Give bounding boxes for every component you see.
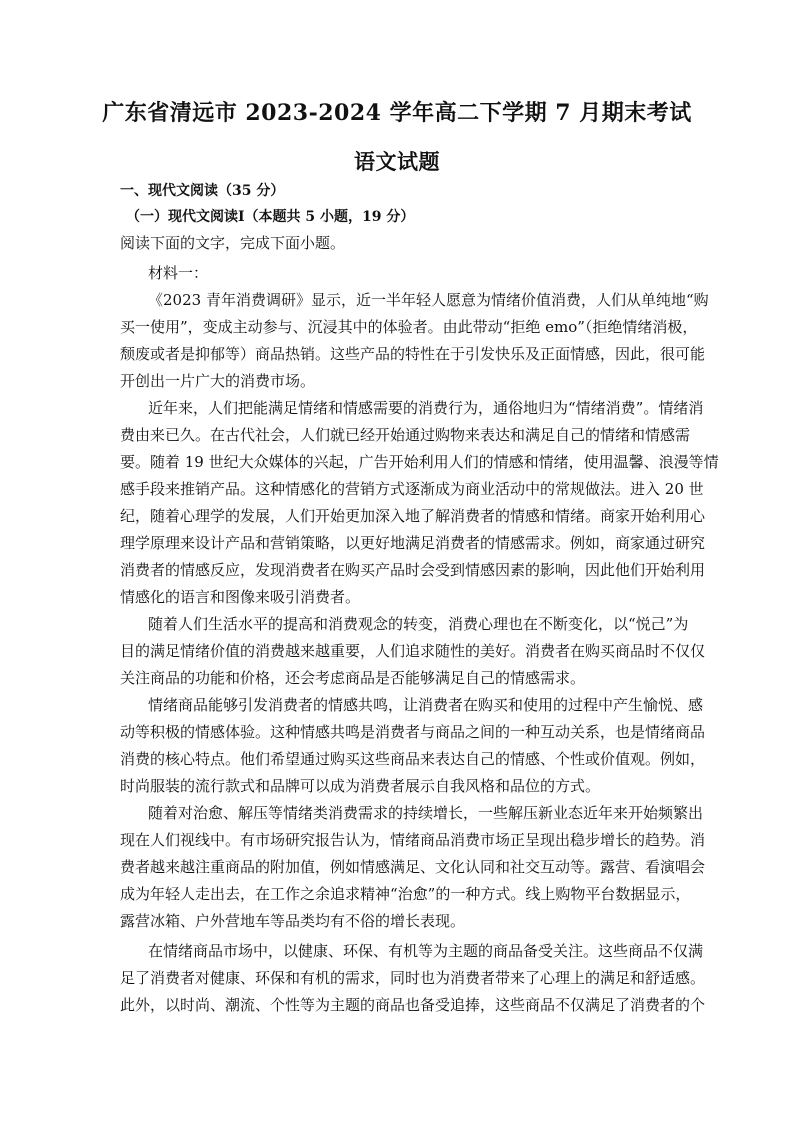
paragraph-line: 情绪商品能够引发消费者的情感共鸣，让消费者在购买和使用的过程中产生愉悦、感: [148, 696, 704, 714]
paragraph-line: 关注商品的功能和价格，还会考虑商品是否能够满足自己的情感需求。: [120, 669, 586, 687]
paragraph-line: 动等积极的情感体验。这种情感共鸣是消费者与商品之间的一种互动关系，也是情绪商品: [120, 723, 706, 741]
document-subtitle: 语文试题: [354, 149, 440, 174]
paragraph-line: 消费的核心特点。他们希望通过购买这些商品来表达自己的情感、个性或价值观。例如，: [120, 750, 706, 768]
paragraph-line: 感手段来推销产品。这种情感化的营销方式逐渐成为商业活动中的常规做法。进入 20 世: [120, 480, 704, 498]
paragraph-line: 情感化的语言和图像来吸引消费者。: [120, 588, 361, 606]
paragraph-line: 成为年轻人走出去，在工作之余追求精神“治愈”的一种方式。线上购物平台数据显示，: [120, 885, 691, 903]
paragraph-line: 费者越来越注重商品的附加值，例如情感满足、文化认同和社交互动等。露营、看演唱会: [120, 858, 706, 876]
paragraph-line: 随着对治愈、解压等情绪类消费需求的持续增长，一些解压新业态近年来开始频繁出: [148, 804, 704, 822]
paragraph-line: 露营冰箱、户外营地车等品类均有不俗的增长表现。: [120, 912, 466, 930]
paragraph-line: 开创出一片广大的消费市场。: [120, 372, 316, 390]
section-heading: 一、现代文阅读（35 分）: [120, 183, 285, 199]
paragraph-line: 此外，以时尚、潮流、个性等为主题的商品也备受追捧，这些商品不仅满足了消费者的个: [120, 996, 706, 1014]
paragraph-line: 买一使用”，变成主动参与、沉浸其中的体验者。由此带动“拒绝 emo”（拒绝情绪消极，: [120, 318, 698, 336]
paragraph-line: 现在人们视线中。有市场研究报告认为，情绪商品消费市场正呈现出稳步增长的趋势。消: [120, 831, 706, 849]
paragraph-line: 纪，随着心理学的发展，人们开始更加深入地了解消费者的情感和情绪。商家开始利用心: [120, 507, 706, 525]
paragraph-line: 理学原理来设计产品和营销策略，以更好地满足消费者的情感需求。例如，商家通过研究: [120, 534, 706, 552]
document-title: 广东省清远市 2023-2024 学年高二下学期 7 月期末考试: [102, 100, 692, 126]
paragraph-line: 费由来已久。在古代社会，人们就已经开始通过购物来表达和满足自己的情绪和情感需: [120, 426, 691, 444]
paragraph-line: 在情绪商品市场中，以健康、环保、有机等为主题的商品备受关注。这些商品不仅满: [148, 942, 704, 960]
subsection-heading: （一）现代文阅读Ⅰ（本题共 5 小题，19 分）: [126, 209, 415, 225]
paragraph-line: 时尚服装的流行款式和品牌可以成为消费者展示自我风格和品位的方式。: [120, 777, 601, 795]
instruction-line: 阅读下面的文字，完成下面小题。: [120, 234, 346, 252]
paragraph-line: 足了消费者对健康、环保和有机的需求，同时也为消费者带来了心理上的满足和舒适感。: [120, 969, 706, 987]
paragraph-line: 随着人们生活水平的提高和消费观念的转变，消费心理也在不断变化，以“悦己”为: [148, 615, 689, 633]
material-label: 材料一：: [148, 264, 209, 282]
paragraph-line: 目的满足情绪价值的消费越来越重要，人们追求随性的美好。消费者在购买商品时不仅仅: [120, 642, 706, 660]
paragraph-line: 要。随着 19 世纪大众媒体的兴起，广告开始利用人们的情感和情绪，使用温馨、浪漫等情: [120, 453, 719, 471]
paragraph-line: 消费者的情感反应，发现消费者在购买产品时会受到情感因素的影响，因此他们开始利用: [120, 561, 706, 579]
paragraph-line: 近年来，人们把能满足情绪和情感需要的消费行为，通俗地归为“情绪消费”。情绪消: [148, 399, 704, 417]
paragraph-line: 《2023 青年消费调研》显示，近一半年轻人愿意为情绪价值消费，人们从单纯地“购: [148, 291, 709, 309]
paragraph-line: 颓废或者是抑郁等）商品热销。这些产品的特性在于引发快乐及正面情感，因此，很可能: [120, 345, 706, 363]
